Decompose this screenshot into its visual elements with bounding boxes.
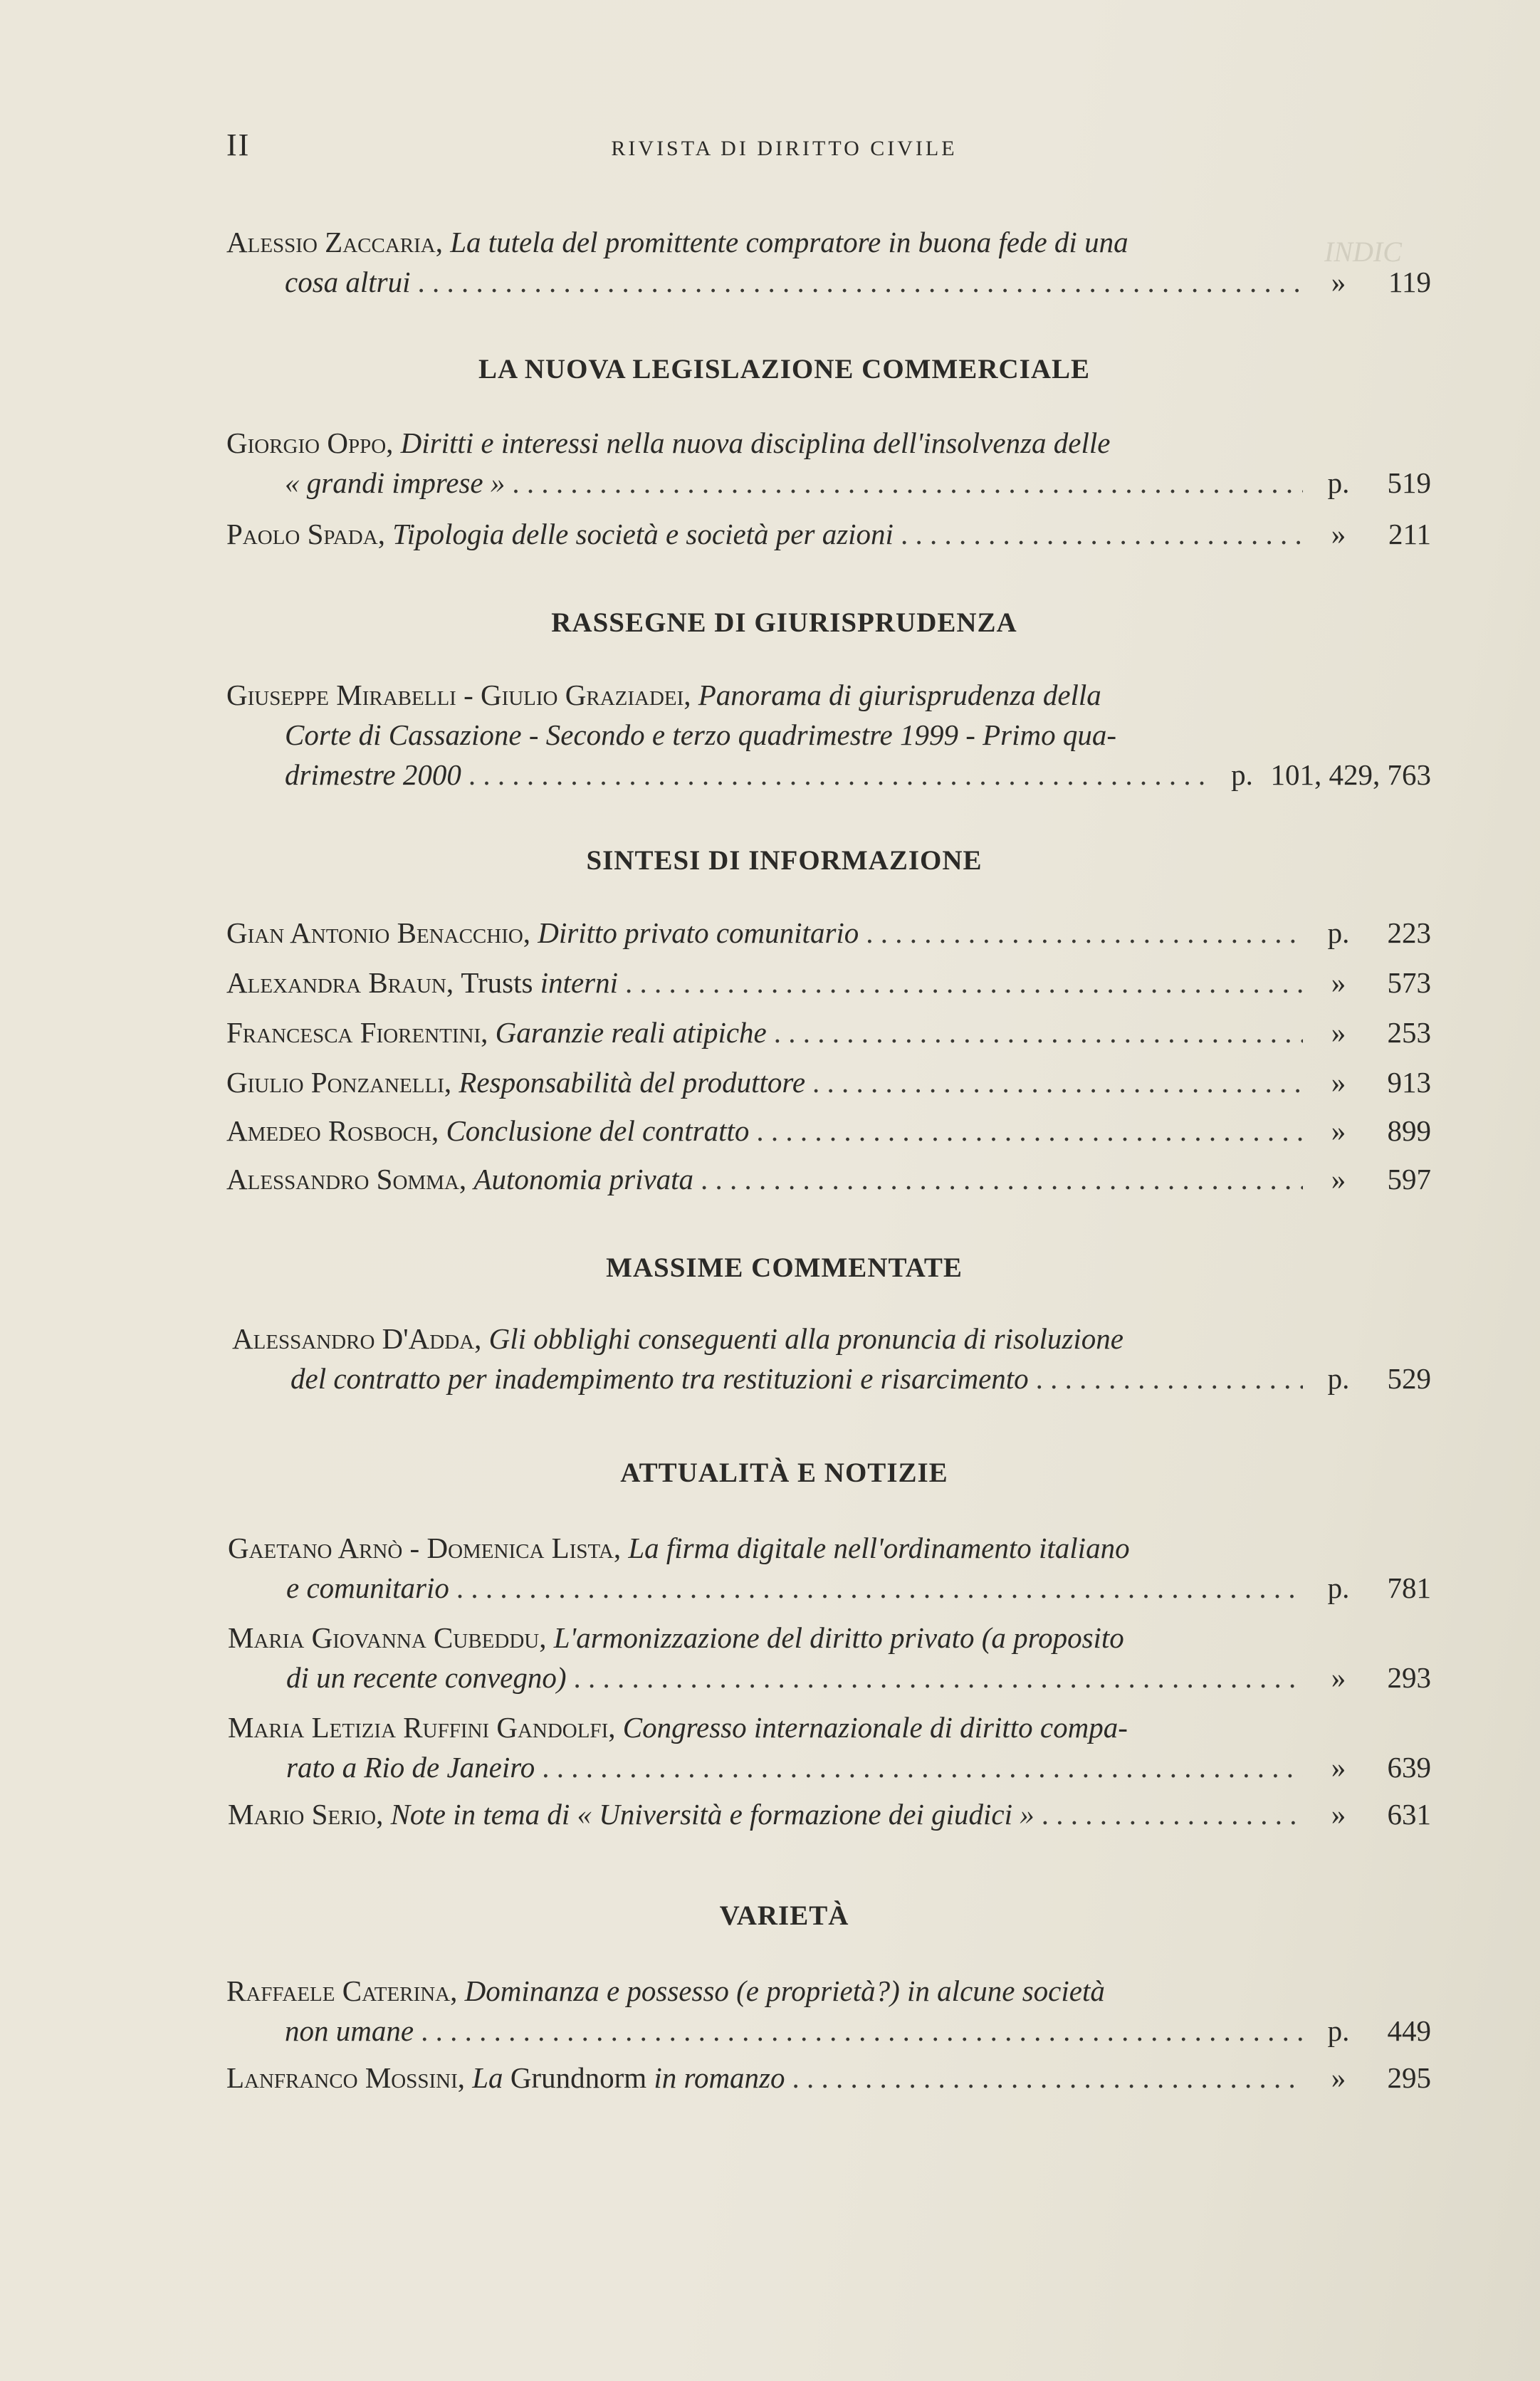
toc-entry: Alessio Zaccaria , La tutela del promittente compratore in buona fede di una cosa altrui . . . » 119 [226,222,1431,302]
entry-author: Giuseppe Mirabelli - Giulio Graziadei [226,679,684,711]
entry-author: Amedeo Rosboch [226,1114,431,1147]
ref-mark: » [1331,266,1346,298]
leader-dots [542,1747,1303,1787]
toc-entry: Lanfranco Mossini , La Grundnorm in romanzo . . . » 295 [226,2058,1431,2098]
page-ref: 573 [1387,966,1431,999]
entry-title: Panorama di giurisprudenza della [698,679,1101,711]
section-heading: RASSEGNE DI GIURISPRUDENZA [551,607,1017,638]
leader-dots [1042,1794,1303,1834]
ref-mark: » [1331,1751,1346,1784]
page-ref: 913 [1387,1066,1431,1099]
entry-author: Giorgio Oppo [226,427,387,459]
toc-entry: Giulio Ponzanelli , Responsabilità del produttore . . . » 913 [226,1062,1431,1102]
entry-title: La [472,2061,503,2094]
page-number: II [226,127,251,162]
entry-title: Responsabilità del produttore [459,1066,806,1099]
toc-entry: Gian Antonio Benacchio , Diritto privato comunitario . . . p. 223 [226,913,1431,953]
ref-mark: » [1331,966,1346,999]
toc-entry: Alessandro Somma , Autonomia privata . . . » 597 [226,1159,1431,1199]
entry-title-end: in romanzo [654,2061,785,2094]
entry-title-plain: Grundnorm [510,2061,647,2094]
leader-dots [774,1012,1303,1052]
page-ref: 223 [1387,916,1431,949]
toc-entry: Maria Giovanna Cubeddu , L'armonizzazione del diritto privato (a proposito di un recente convegno) . . . » 293 [228,1618,1431,1697]
ref-mark: » [1331,1163,1346,1195]
leader-dots [456,1568,1303,1608]
section-heading: MASSIME COMMENTATE [606,1252,963,1283]
entry-title-cont: cosa altrui [285,266,411,298]
entry-title: La tutela del promittente compratore in buona fede di una [450,226,1128,258]
toc-entry: Raffaele Caterina , Dominanza e possesso (e proprietà?) in alcune società non umane . . . p. 449 [226,1971,1431,2051]
leader-dots [701,1159,1303,1199]
entry-title-cont: « grandi imprese » [285,466,506,499]
entry-title-cont: drimestre 2000 [285,758,461,791]
entry-title: La firma digitale nell'ordinamento italiano [628,1532,1130,1564]
entry-author: Maria Letizia Ruffini Gandolfi [228,1711,609,1744]
page-ref: 899 [1387,1114,1431,1147]
entry-title: Gli obblighi conseguenti alla pronuncia di risoluzione [488,1322,1123,1355]
entry-author: Lanfranco Mossini [226,2061,458,2094]
leader-dots [756,1111,1303,1151]
leader-dots [1036,1359,1303,1398]
entry-title-cont: e comunitario [286,1571,449,1604]
entry-author: Maria Giovanna Cubeddu [228,1621,540,1654]
ref-mark: p. [1327,1571,1350,1604]
entry-title: Diritto privato comunitario [538,916,859,949]
section-heading: VARIETÀ [719,1900,849,1931]
leader-dots [866,913,1303,953]
toc-entry: Francesca Fiorentini , Garanzie reali atipiche . . . » 253 [226,1012,1431,1052]
entry-author: Alexandra Braun [226,966,446,999]
entry-author: Alessio Zaccaria [226,226,436,258]
page-ref: 631 [1387,1798,1431,1831]
ref-mark: p. [1327,2014,1350,2047]
entry-author: Gaetano Arnò - Domenica Lista [228,1532,614,1564]
section-heading: LA NUOVA LEGISLAZIONE COMMERCIALE [478,354,1091,384]
leader-dots [512,463,1303,503]
entry-author: Paolo Spada [226,518,378,550]
entry-title: Diritti e interessi nella nuova disciplina dell'insolvenza delle [400,427,1111,459]
entry-title: interni [540,966,619,999]
entry-title: Congresso internazionale di diritto compa- [622,1711,1128,1744]
entry-author: Alessandro D'Adda [232,1322,475,1355]
toc-entry: Paolo Spada , Tipologia delle società e società per azioni . . . » 211 [226,514,1431,554]
ref-mark: p. [1231,758,1253,791]
page-ref: 597 [1387,1163,1431,1195]
entry-title-cont: del contratto per inadempimento tra restituzioni e risarcimento [290,1362,1029,1395]
page-ref: 293 [1387,1661,1431,1694]
toc-entry: Mario Serio , Note in tema di « Università e formazione dei giudici » . . . » 631 [228,1794,1431,1834]
ref-mark: » [1331,1066,1346,1099]
page-ref: 101, 429, 763 [1270,758,1431,791]
entry-title: Dominanza e possesso (e proprietà?) in alcune società [464,1974,1105,2007]
running-title: RIVISTA DI DIRITTO CIVILE [611,137,958,160]
entry-title: Note in tema di « Università e formazione dei giudici » [390,1798,1034,1831]
section-heading: ATTUALITÀ E NOTIZIE [620,1458,948,1488]
page-ref: 639 [1387,1751,1431,1784]
page-ref: 529 [1387,1362,1431,1395]
page-ref: 211 [1388,518,1431,550]
entry-author: Gian Antonio Benacchio [226,916,523,949]
toc-entry: Alessandro D'Adda , Gli obblighi conseguenti alla pronuncia di risoluzione del contratto per inadempimento tra restituzioni e risarcimento . . . p. 529 [232,1319,1431,1398]
entry-author: Mario Serio [228,1798,377,1831]
ref-mark: » [1331,1114,1346,1147]
entry-title-cont: di un recente convegno) [286,1661,567,1694]
ref-mark: » [1331,1798,1346,1831]
page-ref: 253 [1387,1016,1431,1049]
show-through-text: INDIC [1324,236,1402,268]
entry-author: Giulio Ponzanelli [226,1066,444,1099]
entry-title-cont: rato a Rio de Janeiro [286,1751,535,1784]
toc-entry: Giorgio Oppo , Diritti e interessi nella nuova disciplina dell'insolvenza delle « grandi imprese » . . . p. 519 [226,423,1431,503]
entry-author: Alessandro Somma [226,1163,459,1195]
ref-mark: » [1331,1016,1346,1049]
page-ref: 449 [1387,2014,1431,2047]
entry-title: Conclusione del contratto [446,1114,750,1147]
entry-author: Raffaele Caterina [226,1974,451,2007]
entry-title: Tipologia delle società e società per azioni [392,518,894,550]
entry-title-cont: Corte di Cassazione - Secondo e terzo quadrimestre 1999 - Primo qua- [285,718,1117,751]
entry-title: Autonomia privata [473,1163,694,1195]
leader-dots [625,963,1303,1003]
leader-dots [468,755,1207,795]
leader-dots [574,1658,1303,1697]
section-heading: SINTESI DI INFORMAZIONE [586,845,983,876]
page-ref: 295 [1387,2061,1431,2094]
ref-mark: » [1331,518,1346,550]
toc-entry: Giuseppe Mirabelli - Giulio Graziadei , Panorama di giurisprudenza della Corte di Cassazione - Secondo e terzo quadrimestre 1999 - Primo qua- drimestre 2000 . . . p. 101, 429, 763 [226,675,1431,795]
leader-dots [421,2011,1303,2051]
toc-entry: Amedeo Rosboch , Conclusione del contratto . . . » 899 [226,1111,1431,1151]
entry-title-cont: non umane [285,2014,414,2047]
leader-dots [812,1062,1303,1102]
toc-entry: Maria Letizia Ruffini Gandolfi , Congresso internazionale di diritto compa- rato a Rio de Janeiro . . . » 639 [228,1707,1431,1787]
ref-mark: » [1331,2061,1346,2094]
leader-dots [901,514,1303,554]
entry-title: L'armonizzazione del diritto privato (a proposito [553,1621,1124,1654]
ref-mark: p. [1327,916,1350,949]
entry-title: Garanzie reali atipiche [495,1016,767,1049]
ref-mark: p. [1327,466,1350,499]
entry-author: Francesca Fiorentini [226,1016,481,1049]
page-ref: 781 [1387,1571,1431,1604]
toc-entry: Gaetano Arnò - Domenica Lista , La firma digitale nell'ordinamento italiano e comunitario . . . p. 781 [228,1528,1431,1608]
entry-title-plain: Trusts [461,966,533,999]
page-ref: 119 [1388,266,1431,298]
ref-mark: » [1331,1661,1346,1694]
page-ref: 519 [1387,466,1431,499]
leader-dots [792,2058,1303,2098]
toc-entry: Alexandra Braun , Trusts interni . . . » 573 [226,963,1431,1003]
leader-dots [418,262,1303,302]
ref-mark: p. [1327,1362,1350,1395]
